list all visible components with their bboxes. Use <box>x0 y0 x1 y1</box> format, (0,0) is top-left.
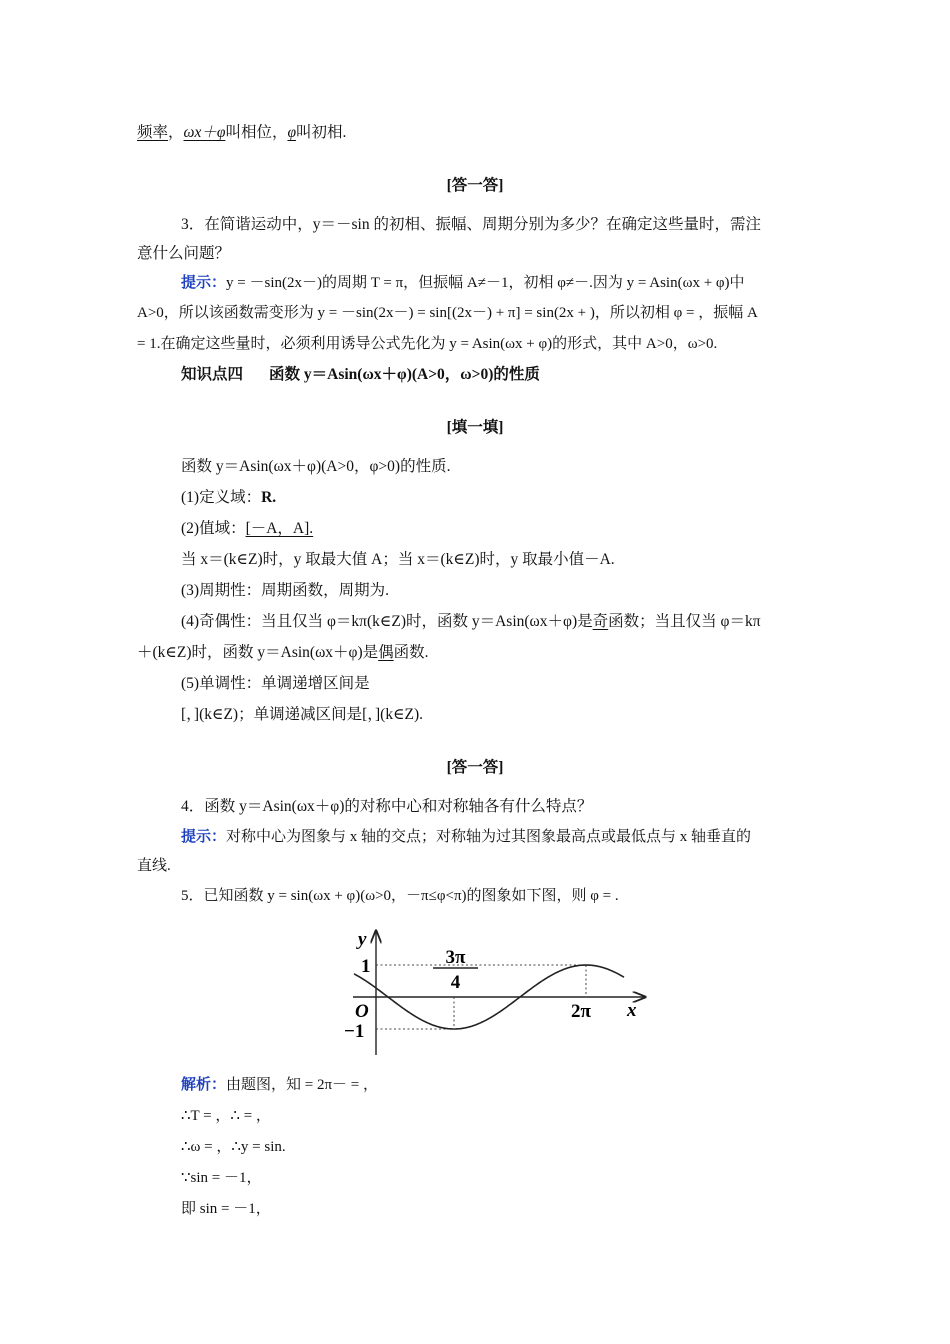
question-3-hint-line3: = 1.在确定这些量时，必须利用诱导公式先化为 y = Asin(ωx + φ)的形式，其中 A>0，ω>0. <box>137 336 718 352</box>
property-parity-line1: (4)奇偶性：当且仅当 φ＝kπ(k∈Z)时，函数 y＝Asin(ωx＋φ)是奇函数；当且仅当 φ＝kπ <box>181 613 761 630</box>
solution-line2: ∴T = ，∴ = ， <box>181 1108 271 1124</box>
y-axis-label: y <box>358 929 367 950</box>
x-tick-label-2pi: 2π <box>571 1001 591 1022</box>
property-domain: (1)定义域：R. <box>181 489 277 506</box>
fraction-numerator: 3π <box>445 947 466 968</box>
section-heading-answer-2: [答一答] <box>446 759 504 776</box>
term-initial-phase: φ <box>287 124 297 141</box>
section-heading-answer: [答一答] <box>446 177 504 194</box>
question-3-line1: 3．在简谐运动中，y＝－sin 的初相、振幅、周期分别为多少？在确定这些量时，需注 <box>181 216 761 233</box>
property-range: (2)值域：[－A，A]. <box>181 520 314 537</box>
knowledge-point-4: 知识点四 函数 y＝Asin(ωx＋φ)(A>0，ω>0)的性质 <box>181 366 540 383</box>
fraction-denominator: 4 <box>450 972 461 993</box>
y-max-label: 1 <box>361 956 371 977</box>
question-3-hint-line2: A>0，所以该函数需变形为 y = －sin(2x－) = sin[(2x－) + π] = sin(2x + )，所以初相 φ = ，振幅 A <box>137 305 758 321</box>
question-3-hint: 提示：y = －sin(2x－)的周期 T = π，但振幅 A≠－1，初相 φ≠－.因为 y = Asin(ωx + φ)中 <box>181 275 745 291</box>
property-monotonic-line1: (5)单调性：单调递增区间是 <box>181 675 370 692</box>
section-heading-fill: [填一填] <box>446 419 504 436</box>
hint-label: 提示： <box>181 275 227 291</box>
x-axis-label: x <box>627 1000 637 1021</box>
solution-line3: ∴ω = ，∴y = sin. <box>181 1139 286 1155</box>
fill-intro: 函数 y＝Asin(ωx＋φ)(A>0，φ>0)的性质. <box>181 458 451 475</box>
solution-line4: ∵sin = －1， <box>181 1170 262 1186</box>
solution-label: 解析： <box>181 1077 227 1093</box>
y-min-label: −1 <box>344 1021 365 1042</box>
solution-line1: 解析：由题图，知 = 2π－ = ， <box>181 1077 379 1093</box>
origin-label: O <box>355 1001 369 1022</box>
property-monotonic-line2: [，](k∈Z)；单调递减区间是[，](k∈Z). <box>181 706 424 723</box>
question-5: 5．已知函数 y = sin(ωx + φ)(ω>0，－π≤φ<π)的图象如下图，则 φ = . <box>181 888 619 904</box>
question-3-line2: 意什么问题？ <box>137 245 231 262</box>
question-4-hint-line2: 直线. <box>137 858 171 874</box>
term-phase: ωx＋φ <box>183 124 226 141</box>
top-line: 频率，ωx＋φ叫相位，φ叫初相. <box>137 124 347 141</box>
property-parity-line2: ＋(k∈Z)时，函数 y＝Asin(ωx＋φ)是偶函数. <box>137 644 429 661</box>
term-frequency: 频率 <box>137 124 169 141</box>
property-range-extrema: 当 x＝(k∈Z)时，y 取最大值 A；当 x＝(k∈Z)时，y 取最小值－A. <box>181 551 615 568</box>
question-4-hint: 提示：对称中心为图象与 x 轴的交点；对称轴为过其图象最高点或最低点与 x 轴垂直的 <box>181 829 752 845</box>
property-period: (3)周期性：周期函数，周期为. <box>181 582 389 599</box>
question-4: 4．函数 y＝Asin(ωx＋φ)的对称中心和对称轴各有什么特点？ <box>181 798 593 815</box>
solution-line5: 即 sin = －1， <box>181 1201 271 1217</box>
sine-graph <box>340 925 660 1060</box>
hint-label: 提示： <box>181 829 227 845</box>
